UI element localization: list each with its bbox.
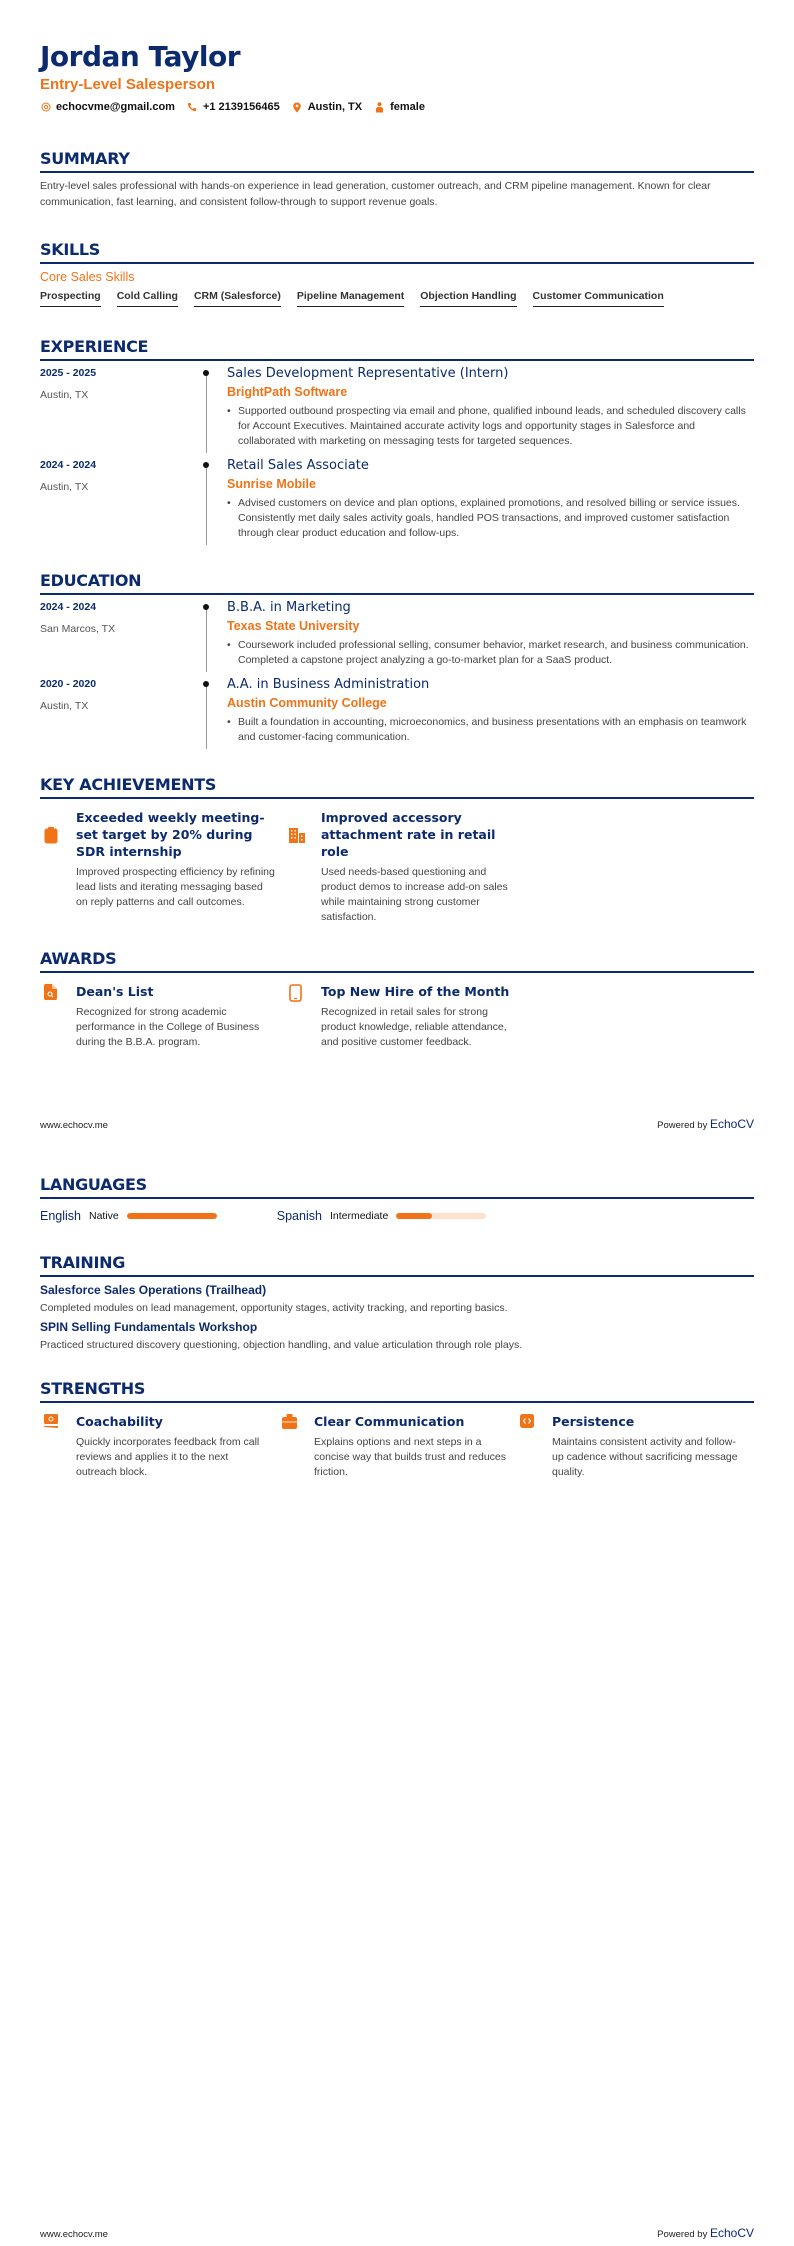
entry-dates: 2024 - 2024 <box>40 459 97 471</box>
location-text: Austin, TX <box>307 101 363 113</box>
strengths-heading: STRENGTHS <box>40 1379 754 1403</box>
achievements-section <box>40 775 754 925</box>
strength-description: Maintains consistent activity and follow-up cadence without sacrificing message quality. <box>552 1436 738 1478</box>
entry-organization: Texas State University <box>227 619 360 633</box>
experience-entry <box>40 453 754 545</box>
person-icon <box>374 102 385 113</box>
achievement-card <box>285 809 530 925</box>
skill-item: CRM (Salesforce) <box>194 290 281 307</box>
skill-item: Prospecting <box>40 290 101 307</box>
skill-item: Pipeline Management <box>297 290 404 307</box>
at-icon <box>40 102 51 113</box>
resume-page-2 <box>0 1145 794 2246</box>
skills-section <box>40 240 754 307</box>
training-description: Completed modules on lead management, opportunity stages, activity tracking, and reporting basics. <box>40 1302 508 1314</box>
language-proficiency-bar <box>127 1213 217 1219</box>
education-entry <box>40 595 754 672</box>
proficiency-fill <box>127 1213 217 1219</box>
entry-title: Sales Development Representative (Intern) <box>227 366 509 381</box>
entry-bullet: • Coursework included professional selling, consumer behavior, market research, and business communication. Completed a capstone project analyzing a go-to-market plan for a SaaS product. <box>227 639 749 666</box>
footer-brand[interactable]: EchoCV <box>709 1117 754 1131</box>
experience-section <box>40 337 754 545</box>
strength-title: Persistence <box>552 1414 635 1429</box>
contact-phone[interactable] <box>187 101 280 113</box>
skill-item: Objection Handling <box>420 290 516 307</box>
language-level: Native <box>89 1210 119 1222</box>
strength-card <box>278 1413 516 1480</box>
entry-title: B.B.A. in Marketing <box>227 600 351 615</box>
entry-organization: Sunrise Mobile <box>227 477 316 491</box>
award-description: Recognized for strong academic performance in the College of Business during the B.B.A. program. <box>76 1006 260 1048</box>
entry-dates: 2025 - 2025 <box>40 367 97 379</box>
location-pin-icon <box>292 102 303 113</box>
experience-entry <box>40 361 754 453</box>
skill-item: Customer Communication <box>533 290 664 307</box>
footer-brand[interactable]: EchoCV <box>709 2226 754 2240</box>
timeline-line <box>205 361 207 453</box>
training-title: SPIN Selling Fundamentals Workshop <box>40 1320 258 1334</box>
entry-location: Austin, TX <box>40 700 89 712</box>
languages-heading: LANGUAGES <box>40 1175 754 1199</box>
skill-category: Core Sales Skills <box>40 270 135 284</box>
timeline-dot <box>203 604 209 610</box>
skill-list <box>40 290 754 307</box>
contact-row <box>40 101 754 113</box>
coach-icon <box>44 1414 58 1480</box>
achievements-heading: KEY ACHIEVEMENTS <box>40 775 754 799</box>
language-name: English <box>40 1209 81 1223</box>
phone-text: +1 2139156465 <box>202 101 280 113</box>
experience-heading: EXPERIENCE <box>40 337 754 361</box>
footer-website[interactable]: www.echocv.me <box>40 1120 108 1131</box>
language-level: Intermediate <box>329 1210 389 1222</box>
footer-powered-by: Powered by EchoCV <box>657 2226 754 2240</box>
timeline-line <box>205 672 207 749</box>
strength-card <box>40 1413 278 1480</box>
training-item <box>40 1283 754 1314</box>
entry-bullet: • Supported outbound prospecting via email and phone, qualified inbound leads, and scheduled discovery calls for Account Executives. Maintained accurate activity logs and opportunity stages in Salesforce and collaborated with marketing on messaging tests for targeted sequences. <box>227 405 746 447</box>
achievement-description: Improved prospecting efficiency by refining lead lists and iterating messaging based on reply patterns and call outcomes. <box>76 866 275 908</box>
timeline-line <box>205 453 207 545</box>
email-text: echocvme@gmail.com <box>56 101 175 113</box>
summary-section <box>40 149 754 210</box>
footer-website[interactable]: www.echocv.me <box>40 2229 108 2240</box>
strength-title: Clear Communication <box>314 1414 465 1429</box>
awards-section <box>40 949 754 1050</box>
clipboard-icon <box>44 827 58 925</box>
candidate-name: Jordan Taylor <box>40 40 240 73</box>
entry-location: San Marcos, TX <box>40 623 116 635</box>
language-item <box>40 1209 217 1223</box>
entry-location: Austin, TX <box>40 481 89 493</box>
achievement-description: Used needs-based questioning and product demos to increase add-on sales while maintaining strong customer satisfaction. <box>321 866 508 923</box>
language-name: Spanish <box>276 1209 322 1223</box>
document-search-icon <box>44 984 57 1050</box>
education-entry <box>40 672 754 749</box>
entry-dates: 2024 - 2024 <box>40 601 97 613</box>
summary-heading: SUMMARY <box>40 149 754 173</box>
language-item <box>277 1209 487 1223</box>
entry-organization: BrightPath Software <box>227 385 348 399</box>
timeline-dot <box>203 370 209 376</box>
phone-icon <box>187 102 198 113</box>
page-footer <box>40 2226 754 2240</box>
page-footer <box>40 1117 754 1131</box>
education-section <box>40 571 754 749</box>
entry-organization: Austin Community College <box>227 696 387 710</box>
training-heading: TRAINING <box>40 1253 754 1277</box>
award-card <box>285 983 530 1050</box>
timeline-dot <box>203 462 209 468</box>
training-section <box>40 1253 754 1351</box>
training-item <box>40 1320 754 1351</box>
entry-dates: 2020 - 2020 <box>40 678 97 690</box>
languages-section <box>40 1175 754 1223</box>
strengths-section <box>40 1379 754 1480</box>
footer-powered-by: Powered by EchoCV <box>657 1117 754 1131</box>
skills-heading: SKILLS <box>40 240 754 264</box>
entry-location: Austin, TX <box>40 389 89 401</box>
entry-title: Retail Sales Associate <box>227 458 369 473</box>
training-title: Salesforce Sales Operations (Trailhead) <box>40 1283 267 1297</box>
contact-email[interactable] <box>40 101 175 113</box>
mobile-phone-icon <box>289 984 302 1050</box>
proficiency-fill <box>396 1213 432 1219</box>
achievement-title: Exceeded weekly meeting-set target by 20% during SDR internship <box>76 810 265 859</box>
awards-heading: AWARDS <box>40 949 754 973</box>
strength-description: Quickly incorporates feedback from call reviews and applies it to the next outreach block. <box>76 1436 260 1478</box>
timeline-dot <box>203 681 209 687</box>
gender-text: female <box>390 101 425 113</box>
award-description: Recognized in retail sales for strong product knowledge, reliable attendance, and positive customer feedback. <box>321 1006 507 1048</box>
award-card <box>40 983 285 1050</box>
briefcase-icon <box>282 1414 297 1480</box>
education-heading: EDUCATION <box>40 571 754 595</box>
strength-title: Coachability <box>76 1414 163 1429</box>
candidate-role: Entry-Level Salesperson <box>40 76 216 93</box>
entry-bullet: • Advised customers on device and plan options, explained promotions, and resolved billing or service issues. Consistently met daily sales activity goals, handled POS transactions, and improved customer satisfaction through clear product education and follow-ups. <box>227 497 740 539</box>
contact-location <box>292 101 362 113</box>
entry-title: A.A. in Business Administration <box>227 677 430 692</box>
timeline-line <box>205 595 207 672</box>
achievement-title: Improved accessory attachment rate in retail role <box>321 810 496 859</box>
contact-gender <box>374 101 425 113</box>
award-title: Top New Hire of the Month <box>321 984 510 999</box>
summary-text: Entry-level sales professional with hands-on experience in lead generation, customer outreach, and CRM pipeline management. Known for clear communication, fast learning, and consistent follow-through to support revenue goals. <box>40 180 711 208</box>
achievement-card <box>40 809 285 925</box>
strength-description: Explains options and next steps in a concise way that builds trust and reduces friction. <box>314 1436 507 1478</box>
skill-item: Cold Calling <box>117 290 178 307</box>
building-icon <box>289 827 305 925</box>
award-title: Dean's List <box>76 984 154 999</box>
strength-card <box>516 1413 754 1480</box>
code-icon <box>520 1414 534 1480</box>
language-proficiency-bar <box>396 1213 486 1219</box>
entry-bullet: • Built a foundation in accounting, microeconomics, and business presentations with an emphasis on teamwork and customer-facing communication. <box>227 716 747 743</box>
training-description: Practiced structured discovery questioning, objection handling, and value articulation through role plays. <box>40 1339 523 1351</box>
